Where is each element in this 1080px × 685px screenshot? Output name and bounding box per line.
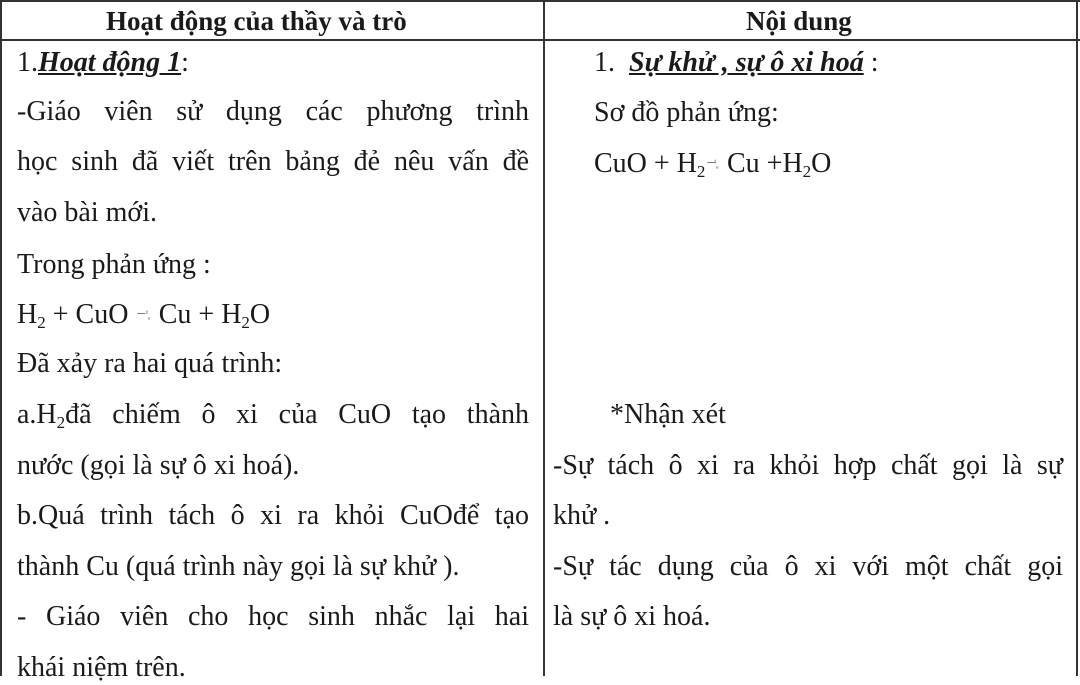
c-line-1: - Giáo viên cho học sinh nhắc lại hai: [17, 601, 529, 632]
header-right: Nội dung: [746, 6, 852, 36]
column-divider: [543, 0, 545, 676]
section-heading: [594, 46, 879, 80]
reduction-line-1: -Sự tách ô xi ra khỏi hợp chất gọi là sự: [553, 450, 1063, 481]
section-colon: :: [870, 47, 879, 78]
b-line-1: b.Quá trình tách ô xi ra khỏi CuOđể tạo: [17, 500, 529, 531]
a-line-1: [17, 398, 529, 432]
eq-h2o-sub: 2: [241, 313, 250, 332]
a-line-2: nước (gọi là sự ô xi hoá).: [17, 450, 300, 481]
activity-colon: :: [181, 47, 189, 78]
activity-title: Hoạt động 1: [38, 47, 182, 78]
req-cuo-h: CuO + H: [594, 148, 697, 179]
eq-h-sub: 2: [37, 313, 46, 332]
activity-number: 1.: [17, 47, 38, 78]
oxidation-line-2: là sự ô xi hoá.: [553, 601, 711, 632]
section-number: 1.: [594, 47, 615, 78]
diagram-label: Sơ đồ phản ứng:: [594, 97, 779, 128]
header-divider: [0, 39, 1080, 41]
remark-label: *Nhận xét: [610, 399, 726, 430]
req-o: O: [811, 148, 832, 179]
oxidation-line-1: -Sự tác dụng của ô xi với một chất gọi: [553, 551, 1063, 582]
reaction-arrow-icon: ─ᵗ˳: [707, 157, 718, 169]
eq-o: O: [249, 299, 271, 330]
req-cu-h: Cu +H: [719, 148, 803, 179]
para1-line-2: học sinh đã viết trên bảng đẻ nêu vấn đề: [17, 146, 529, 177]
eq-cu-h: Cu + H: [151, 299, 242, 330]
a-sub: 2: [56, 413, 66, 432]
para1-line-3: vào bài mới.: [17, 197, 157, 228]
table-left-border: [0, 0, 2, 676]
req-h2o-sub: 2: [802, 162, 812, 181]
table-top-border: [0, 0, 1080, 2]
table-right-border: [1076, 0, 1078, 676]
eq-h: H: [17, 299, 38, 330]
b-line-2: thành Cu (quá trình này gọi là sự khử ).: [17, 551, 460, 582]
para1-line-1: -Giáo viên sử dụng các phương trình: [17, 96, 529, 127]
right-equation: [594, 146, 831, 181]
reduction-line-2: khử .: [553, 500, 611, 531]
left-equation: [17, 297, 270, 332]
c-line-2: khái niệm trên.: [17, 652, 186, 683]
a-prefix: a.H: [17, 399, 57, 430]
header-left: Hoạt động của thầy và trò: [106, 6, 407, 36]
a-rest: đã chiếm ô xi của CuO tạo thành: [65, 399, 529, 430]
req-h-sub: 2: [696, 162, 706, 181]
activity-heading: [17, 46, 189, 80]
section-title: Sự khử , sự ô xi hoá: [629, 47, 864, 78]
in-reaction-label: Trong phản ứng :: [17, 249, 211, 280]
two-processes-label: Đã xảy ra hai quá trình:: [17, 348, 283, 379]
eq-plus-cuo: + CuO: [45, 299, 136, 330]
reaction-arrow-icon: ─ ᵗ˳: [137, 308, 150, 320]
